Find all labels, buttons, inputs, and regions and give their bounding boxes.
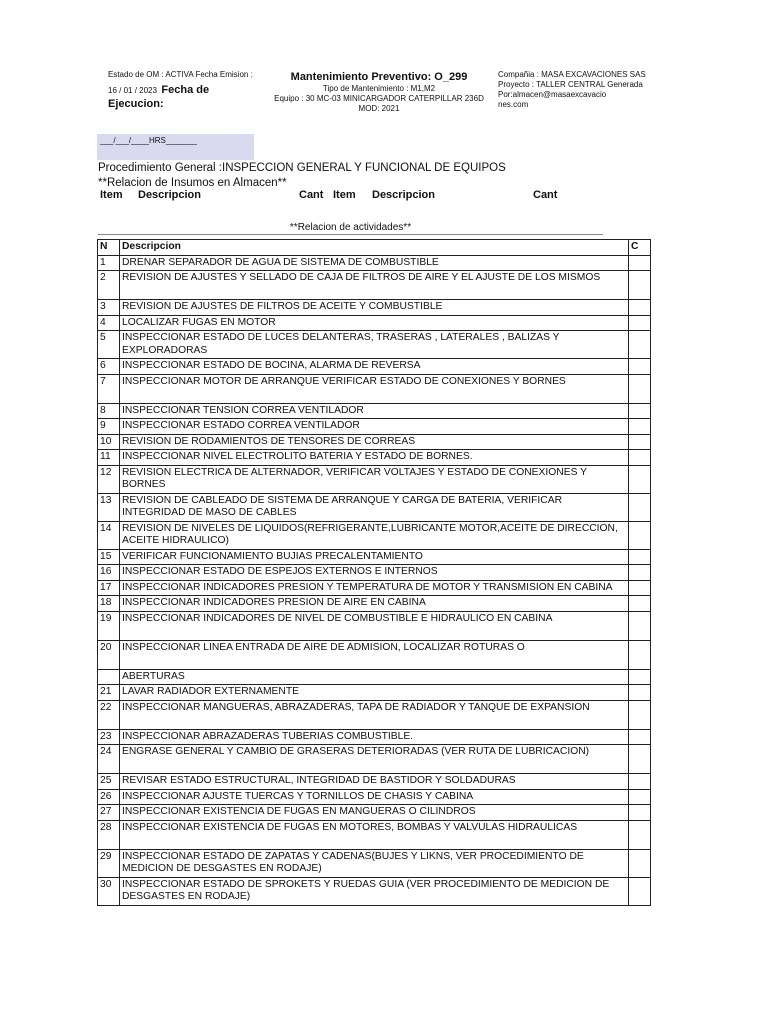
generated-by-domain: nes.com xyxy=(498,100,529,109)
table-row xyxy=(98,300,651,316)
company-name: Compañia : MASA EXCAVACIONES SAS xyxy=(498,70,646,79)
activity-check-cell[interactable] xyxy=(629,493,651,521)
table-row xyxy=(98,450,651,466)
table-row xyxy=(98,465,651,493)
procedure-text: Procedimiento General :INSPECCION GENERAL Y FUNCIONAL DE EQUIPOS xyxy=(98,162,506,174)
supplies-desc-header: Descripcion xyxy=(138,189,201,201)
activity-check-cell[interactable] xyxy=(629,849,651,877)
activity-check-cell[interactable] xyxy=(629,685,651,701)
supplies-desc2-header: Descripcion xyxy=(372,189,435,201)
activity-check-cell[interactable] xyxy=(629,745,651,774)
activity-description: REVISION DE NIVELES DE LIQUIDOS(REFRIGERANTE,LUBRICANTE MOTOR,ACEITE DE DIRECCION, ACEITE HIDRAULICO) xyxy=(120,521,629,549)
activity-description: INSPECCIONAR INDICADORES PRESION DE AIRE EN CABINA xyxy=(120,596,629,612)
table-row xyxy=(98,669,651,685)
table-row xyxy=(98,580,651,596)
activity-check-cell[interactable] xyxy=(629,255,651,271)
activity-number: 15 xyxy=(98,549,120,565)
activity-check-cell[interactable] xyxy=(629,521,651,549)
activity-number xyxy=(98,669,120,685)
activity-check-cell[interactable] xyxy=(629,419,651,435)
activity-number: 24 xyxy=(98,745,120,774)
activity-check-cell[interactable] xyxy=(629,565,651,581)
activity-number: 26 xyxy=(98,789,120,805)
activity-description: REVISAR ESTADO ESTRUCTURAL, INTEGRIDAD DE BASTIDOR Y SOLDADURAS xyxy=(120,774,629,790)
activity-check-cell[interactable] xyxy=(629,580,651,596)
activity-number: 21 xyxy=(98,685,120,701)
activity-check-cell[interactable] xyxy=(629,700,651,729)
order-status-text: Estado de OM : ACTIVA Fecha Emision : xyxy=(108,70,253,79)
activity-description: INSPECCIONAR LINEA ENTRADA DE AIRE DE ADMISION, LOCALIZAR ROTURAS O xyxy=(120,640,629,669)
header-maintenance-block xyxy=(262,70,496,114)
col-n-header: N xyxy=(98,240,120,256)
activity-description: REVISION DE RODAMIENTOS DE TENSORES DE CORREAS xyxy=(120,434,629,450)
activity-check-cell[interactable] xyxy=(629,549,651,565)
activity-description: INSPECCIONAR ESTADO DE BOCINA, ALARMA DE REVERSA xyxy=(120,359,629,375)
table-row xyxy=(98,374,651,403)
activity-description: INSPECCIONAR ESTADO CORREA VENTILADOR xyxy=(120,419,629,435)
activity-description: ENGRASE GENERAL Y CAMBIO DE GRASERAS DETERIORADAS (VER RUTA DE LUBRICACION) xyxy=(120,745,629,774)
activity-description: DRENAR SEPARADOR DE AGUA DE SISTEMA DE COMBUSTIBLE xyxy=(120,255,629,271)
activity-check-cell[interactable] xyxy=(629,805,651,821)
activity-number: 25 xyxy=(98,774,120,790)
activities-body xyxy=(98,255,651,905)
activity-number: 9 xyxy=(98,419,120,435)
activity-number: 27 xyxy=(98,805,120,821)
execution-label: Ejecucion: xyxy=(108,98,164,110)
table-row xyxy=(98,521,651,549)
activity-number: 10 xyxy=(98,434,120,450)
activity-description: INSPECCIONAR INDICADORES PRESION Y TEMPERATURA DE MOTOR Y TRANSMISION EN CABINA xyxy=(120,580,629,596)
activity-number: 12 xyxy=(98,465,120,493)
supplies-cant-header: Cant xyxy=(299,189,324,201)
activity-check-cell[interactable] xyxy=(629,403,651,419)
activity-number: 18 xyxy=(98,596,120,612)
maintenance-title: Mantenimiento Preventivo: O_299 xyxy=(290,71,468,83)
activity-number: 7 xyxy=(98,374,120,403)
activity-description: INSPECCIONAR TENSION CORREA VENTILADOR xyxy=(120,403,629,419)
activity-number: 16 xyxy=(98,565,120,581)
table-row xyxy=(98,685,651,701)
table-row xyxy=(98,596,651,612)
activity-description: VERIFICAR FUNCIONAMIENTO BUJIAS PRECALENTAMIENTO xyxy=(120,549,629,565)
activity-check-cell[interactable] xyxy=(629,465,651,493)
activity-description: ABERTURAS xyxy=(120,669,629,685)
activity-description: INSPECCIONAR EXISTENCIA DE FUGAS EN MANGUERAS O CILINDROS xyxy=(120,805,629,821)
activity-description: INSPECCIONAR INDICADORES DE NIVEL DE COMBUSTIBLE E HIDRAULICO EN CABINA xyxy=(120,611,629,640)
activity-number: 19 xyxy=(98,611,120,640)
maintenance-type: Tipo de Mantenimiento : M1,M2 xyxy=(322,84,436,93)
activity-check-cell[interactable] xyxy=(629,450,651,466)
supplies-item-header: Item xyxy=(100,189,123,201)
activity-description: INSPECCIONAR MANGUERAS, ABRAZADERAS, TAPA DE RADIADOR Y TANQUE DE EXPANSION xyxy=(120,700,629,729)
activity-number: 30 xyxy=(98,877,120,905)
table-row xyxy=(98,611,651,640)
table-row xyxy=(98,640,651,669)
table-row xyxy=(98,359,651,375)
table-header-row xyxy=(98,240,651,256)
activity-number: 11 xyxy=(98,450,120,466)
activity-number: 8 xyxy=(98,403,120,419)
table-row xyxy=(98,271,651,300)
table-row xyxy=(98,700,651,729)
activity-number: 14 xyxy=(98,521,120,549)
table-row xyxy=(98,789,651,805)
activity-description: INSPECCIONAR ABRAZADERAS TUBERIAS COMBUSTIBLE. xyxy=(120,729,629,745)
model-year: MOD: 2021 xyxy=(358,104,400,113)
generated-by: Por:almacen@masaexcavacio xyxy=(498,90,607,99)
activity-number: 23 xyxy=(98,729,120,745)
table-row xyxy=(98,849,651,877)
activity-description: INSPECCIONAR ESTADO DE ESPEJOS EXTERNOS E INTERNOS xyxy=(120,565,629,581)
activity-description: LOCALIZAR FUGAS EN MOTOR xyxy=(120,315,629,331)
project-name: Proyecto : TALLER CENTRAL Generada xyxy=(498,80,643,89)
table-row xyxy=(98,403,651,419)
activity-number: 13 xyxy=(98,493,120,521)
table-row xyxy=(98,419,651,435)
table-row xyxy=(98,877,651,905)
equipment-text: Equipo : 30 MC-03 MINICARGADOR CATERPILLAR 236D xyxy=(274,94,484,103)
col-c-header: C xyxy=(629,240,651,256)
activity-description: INSPECCIONAR MOTOR DE ARRANQUE VERIFICAR ESTADO DE CONEXIONES Y BORNES xyxy=(120,374,629,403)
activity-check-cell[interactable] xyxy=(629,300,651,316)
activity-check-cell[interactable] xyxy=(629,271,651,300)
activity-number: 3 xyxy=(98,300,120,316)
activity-description: REVISION DE AJUSTES DE FILTROS DE ACEITE Y COMBUSTIBLE xyxy=(120,300,629,316)
supplies-item2-header: Item xyxy=(333,189,356,201)
activity-description: INSPECCIONAR EXISTENCIA DE FUGAS EN MOTORES, BOMBAS Y VALVULAS HIDRAULICAS xyxy=(120,820,629,849)
activity-number: 6 xyxy=(98,359,120,375)
activity-check-cell[interactable] xyxy=(629,669,651,685)
execution-date-label: Fecha de xyxy=(161,84,210,96)
header-company-block xyxy=(498,70,653,110)
activity-check-cell[interactable] xyxy=(629,434,651,450)
activity-description: LAVAR RADIADOR EXTERNAMENTE xyxy=(120,685,629,701)
table-row xyxy=(98,565,651,581)
header-status-block xyxy=(108,70,268,110)
table-row xyxy=(98,805,651,821)
activities-table xyxy=(97,239,651,906)
activity-description: REVISION DE AJUSTES Y SELLADO DE CAJA DE FILTROS DE AIRE Y EL AJUSTE DE LOS MISMOS xyxy=(120,271,629,300)
col-desc-header: Descripcion xyxy=(120,240,629,256)
activity-description: INSPECCIONAR NIVEL ELECTROLITO BATERIA Y ESTADO DE BORNES. xyxy=(120,450,629,466)
activity-check-cell[interactable] xyxy=(629,315,651,331)
activity-number: 22 xyxy=(98,700,120,729)
activity-check-cell[interactable] xyxy=(629,331,651,359)
supplies-title: **Relacion de Insumos en Almacen** xyxy=(98,177,287,189)
table-row xyxy=(98,729,651,745)
activity-number: 2 xyxy=(98,271,120,300)
activity-check-cell[interactable] xyxy=(629,820,651,849)
activity-number: 17 xyxy=(98,580,120,596)
table-row xyxy=(98,774,651,790)
table-row xyxy=(98,745,651,774)
activity-check-cell[interactable] xyxy=(629,877,651,905)
activity-number: 20 xyxy=(98,640,120,669)
activity-number: 29 xyxy=(98,849,120,877)
activity-check-cell[interactable] xyxy=(629,611,651,640)
table-row xyxy=(98,331,651,359)
table-row xyxy=(98,820,651,849)
activity-description: REVISION ELECTRICA DE ALTERNADOR, VERIFICAR VOLTAJES Y ESTADO DE CONEXIONES Y BORNES xyxy=(120,465,629,493)
activity-number: 1 xyxy=(98,255,120,271)
activity-description: INSPECCIONAR AJUSTE TUERCAS Y TORNILLOS DE CHASIS Y CABINA xyxy=(120,789,629,805)
activity-check-cell[interactable] xyxy=(629,729,651,745)
supplies-cant2-header: Cant xyxy=(533,189,558,201)
activity-number: 4 xyxy=(98,315,120,331)
table-row xyxy=(98,493,651,521)
activity-description: REVISION DE CABLEADO DE SISTEMA DE ARRANQUE Y CARGA DE BATERIA, VERIFICAR INTEGRIDAD DE MASO DE CABLES xyxy=(120,493,629,521)
table-row xyxy=(98,315,651,331)
activity-check-cell[interactable] xyxy=(629,640,651,669)
activity-number: 28 xyxy=(98,820,120,849)
table-row xyxy=(98,255,651,271)
activity-number: 5 xyxy=(98,331,120,359)
activity-check-cell[interactable] xyxy=(629,596,651,612)
activity-description: INSPECCIONAR ESTADO DE ZAPATAS Y CADENAS(BUJES Y LIKNS, VER PROCEDIMIENTO DE MEDICION DE DESGASTES EN RODAJE) xyxy=(120,849,629,877)
activity-check-cell[interactable] xyxy=(629,359,651,375)
activity-description: INSPECCIONAR ESTADO DE LUCES DELANTERAS, TRASERAS , LATERALES , BALIZAS Y EXPLORADORAS xyxy=(120,331,629,359)
hours-line: ___/___/____HRS_______ xyxy=(100,136,197,145)
activity-check-cell[interactable] xyxy=(629,774,651,790)
table-row xyxy=(98,434,651,450)
table-row xyxy=(98,549,651,565)
emission-date: 16 / 01 / 2023 xyxy=(108,86,157,95)
activity-description: INSPECCIONAR ESTADO DE SPROKETS Y RUEDAS GUIA (VER PROCEDIMIENTO DE MEDICION DE DESGASTES EN RODAJE) xyxy=(120,877,629,905)
activity-check-cell[interactable] xyxy=(629,374,651,403)
activity-check-cell[interactable] xyxy=(629,789,651,805)
activities-title: **Relacion de actividades** xyxy=(98,222,603,235)
